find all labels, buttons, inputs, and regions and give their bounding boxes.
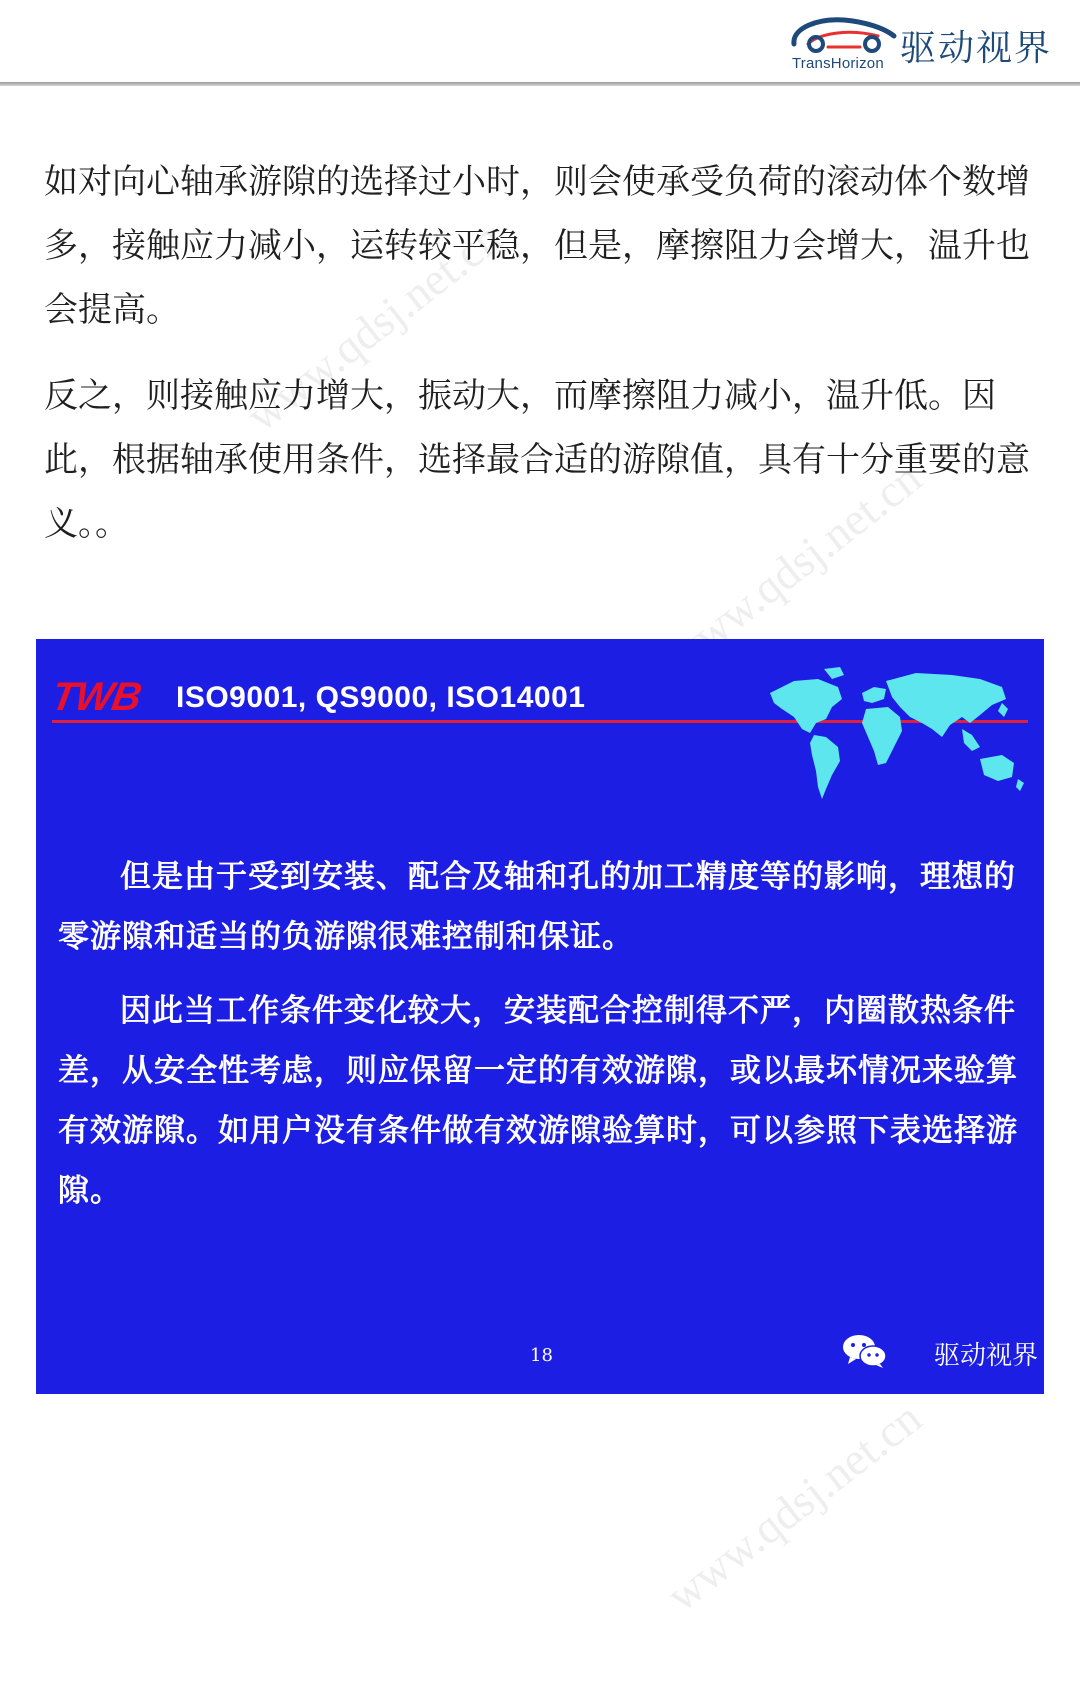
slide-body	[58, 847, 1018, 1235]
brand-name-en: TransHorizon	[792, 55, 884, 72]
certifications: ISO9001, QS9000, ISO14001	[176, 681, 586, 714]
article-paragraph: 如对向心轴承游隙的选择过小时，则会使承受负荷的滚动体个数增多，接触应力减小，运转较平稳，但是，摩擦阻力会增大，温升也会提高。	[44, 162, 1030, 330]
slide-brand-name: 驱动视界	[933, 1341, 1038, 1371]
page-header	[0, 0, 1080, 86]
slide-paragraph: 但是由于受到安装、配合及轴和孔的加工精度等的影响，理想的零游隙和适当的负游隙很难控制和保证。	[58, 859, 1016, 955]
wechat-brand	[828, 1333, 1038, 1369]
world-map-icon	[766, 659, 1036, 809]
presentation-slide	[36, 639, 1044, 1394]
watermark: www.qdsj.net.cn	[656, 451, 931, 682]
slide-paragraph: 因此当工作条件变化较大，安装配合控制得不严，内圈散热条件差，从安全性考虑，则应保留一定的有效游隙，或以最坏情况来验算有效游隙。如用户没有条件做有效游隙验算时，可以参照下表选择游隙。	[58, 993, 1018, 1209]
brand-logo[interactable]	[788, 14, 1060, 74]
brand-name-cn: 驱动视界	[900, 28, 1053, 69]
watermark: www.qdsj.net.cn	[656, 1391, 931, 1622]
twb-logo: TWB	[48, 675, 145, 719]
article-body	[44, 150, 1040, 578]
slide-page-number: 18	[530, 1345, 553, 1366]
header-divider	[0, 82, 1080, 86]
watermark: www.qdsj.net.cn	[236, 211, 511, 442]
car-logo-icon	[788, 14, 900, 54]
article-paragraph: 反之，则接触应力增大，振动大，而摩擦阻力减小，温升低。因此，根据轴承使用条件，选择最合适的游隙值，具有十分重要的意义。。	[44, 376, 1030, 544]
wechat-icon	[842, 1333, 888, 1369]
